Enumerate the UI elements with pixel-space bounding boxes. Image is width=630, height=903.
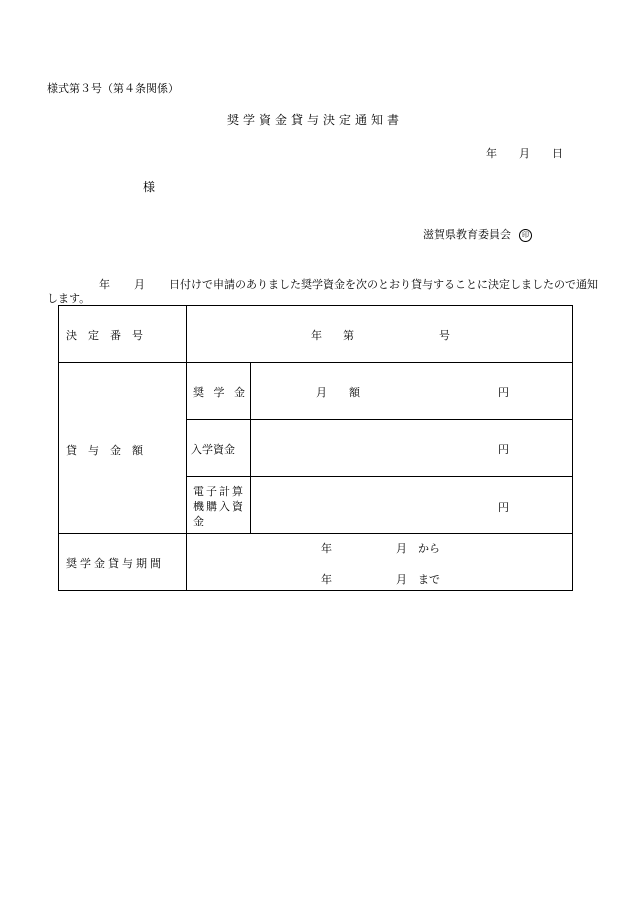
form-number: 様式第３号（第４条関係） <box>47 82 179 95</box>
period-to-label: まで <box>418 573 440 586</box>
body-text: 日付けで申請のありました奨学資金を次のとおり貸与することに決定しましたので通知 <box>169 278 598 291</box>
issuer-name: 滋賀県教育委員会 <box>423 228 511 241</box>
scholarship-label: 奨 学 金 <box>193 386 248 399</box>
decision-go: 号 <box>439 329 450 342</box>
date-year: 年 <box>486 147 497 160</box>
decision-number-label: 決 定 番 号 <box>66 329 143 342</box>
addressee-suffix: 様 <box>143 180 156 194</box>
yen-computer: 円 <box>498 501 509 514</box>
loan-period-label: 奨学金貸与期間 <box>66 557 164 570</box>
monthly-label: 月 額 <box>316 386 360 399</box>
period-to-month: 月 <box>396 573 407 586</box>
decision-year: 年 <box>311 329 322 342</box>
computer-fund-label-3: 金 <box>193 515 204 528</box>
body-line-1 <box>47 276 598 292</box>
period-from-label: から <box>418 542 440 555</box>
computer-fund-label-1: 電子計算 <box>193 485 245 498</box>
computer-fund-label-2: 機購入資 <box>193 500 245 513</box>
period-from-year: 年 <box>321 542 332 555</box>
seal-mark: 印 <box>519 229 532 242</box>
yen-scholarship: 円 <box>498 386 509 399</box>
period-to-year: 年 <box>321 573 332 586</box>
date-month: 月 <box>519 147 530 160</box>
decision-table <box>58 305 573 591</box>
document-title: 奨学資金貸与決定通知書 <box>226 113 403 127</box>
body-year: 年 <box>99 278 110 291</box>
body-line-2: します。 <box>47 292 91 305</box>
admission-fund-label: 入学資金 <box>191 443 235 456</box>
yen-admission: 円 <box>498 443 509 456</box>
date-day: 日 <box>552 147 563 160</box>
loan-amount-label: 貸 与 金 額 <box>66 444 143 457</box>
issuer <box>423 226 532 242</box>
decision-dai: 第 <box>343 329 354 342</box>
body-month: 月 <box>134 278 145 291</box>
period-from-month: 月 <box>396 542 407 555</box>
issue-date <box>486 145 563 161</box>
